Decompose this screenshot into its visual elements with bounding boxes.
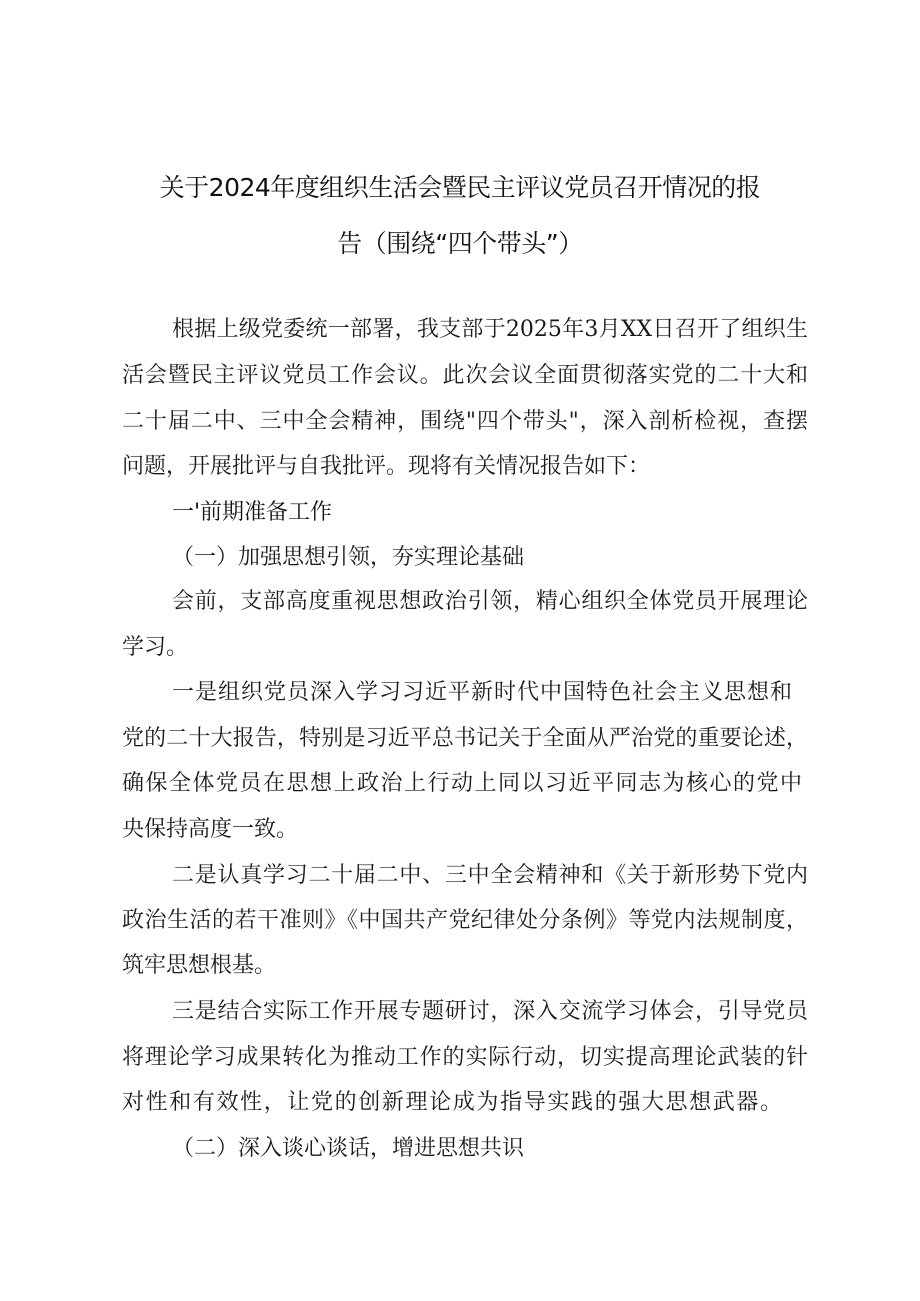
- body-line-9: 确保全体党员在思想上政治上行动上同以习近平同志为核心的党中: [122, 771, 802, 796]
- section-heading-1: 一'前期准备工作: [172, 500, 333, 525]
- body-line-16: 对性和有效性，让党的创新理论成为指导实践的强大思想武器。: [122, 1090, 782, 1115]
- body-line-13: 筑牢思想根基。: [122, 953, 277, 978]
- body-line-3: 二十届二中、三中全会精神，围绕"四个带头"，深入剖析检视，查摆: [122, 409, 808, 434]
- body-line-7: 一是组织党员深入学习习近平新时代中国特色社会主义思想和: [172, 680, 792, 705]
- body-line-8: 党的二十大报告，特别是习近平总书记关于全面从严治党的重要论述，: [122, 726, 808, 751]
- body-line-4: 问题，开展批评与自我批评。现将有关情况报告如下：: [122, 454, 651, 479]
- subsection-heading-1: （一）加强思想引领，夯实理论基础: [172, 545, 525, 570]
- body-line-6: 学习。: [122, 635, 189, 660]
- body-line-2: 活会暨民主评议党员工作会议。此次会议全面贯彻落实党的二十大和: [122, 363, 808, 388]
- body-line-12: 政治生活的若干准则》《中国共产党纪律处分条例》等党内法规制度，: [122, 908, 808, 933]
- subsection-heading-2: （二）深入谈心谈话，增进思想共识: [172, 1136, 525, 1161]
- body-line-1: 根据上级党委统一部署，我支部于2025年3月XX日召开了组织生: [172, 317, 808, 342]
- body-line-14: 三是结合实际工作开展专题研讨，深入交流学习体会，引导党员: [172, 999, 808, 1024]
- body-line-5: 会前，支部高度重视思想政治引领，精心组织全体党员开展理论: [172, 589, 808, 614]
- body-line-11: 二是认真学习二十届二中、三中全会精神和《关于新形势下党内: [172, 863, 808, 888]
- body-line-15: 将理论学习成果转化为推动工作的实际行动，切实提高理论武装的针: [122, 1045, 808, 1070]
- body-line-10: 央保持高度一致。: [122, 817, 299, 842]
- document-title-line-1: 关于2024年度组织生活会暨民主评议党员召开情况的报: [159, 173, 761, 202]
- document-title-line-2: 告（围绕“四个带头”）: [337, 229, 583, 258]
